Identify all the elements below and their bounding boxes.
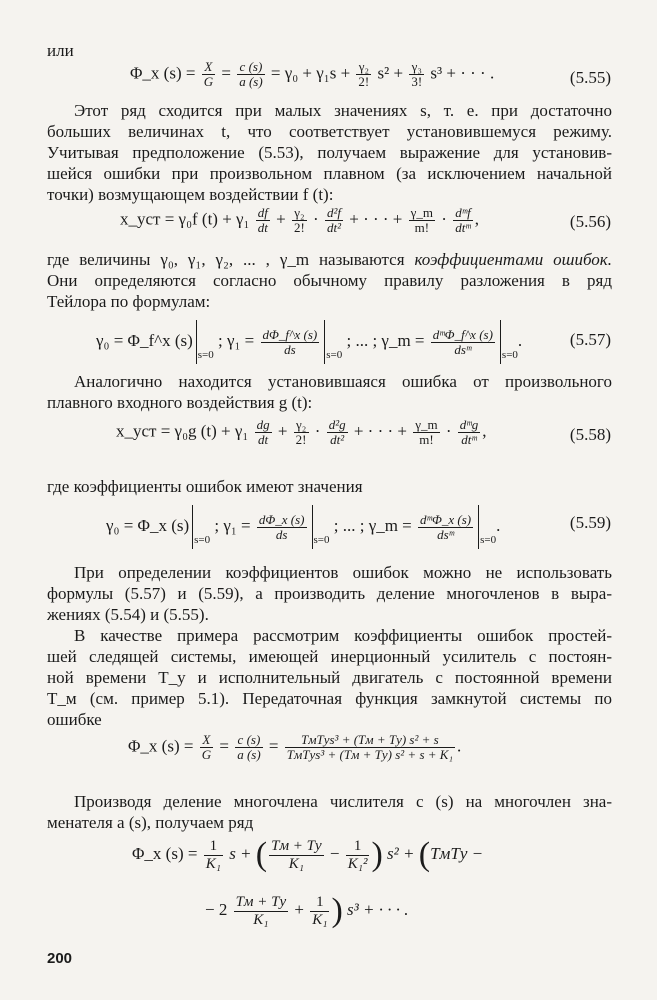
paragraph-line: шей следящей системы, имеющей инерционный усилитель с постоян- [47, 647, 612, 666]
paragraph-line: где величины γ₀, γ₁, γ₂, ... , γ_m называются коэффициентами ошибок. [47, 250, 612, 269]
evaluation-subscript: s=0 [194, 533, 211, 546]
evaluation-subscript: s=0 [326, 348, 343, 361]
page-number: 200 [47, 950, 73, 967]
equation-number: (5.58) [569, 425, 611, 444]
eq-part: γ₀ = Φ_f^x (s) [96, 330, 193, 350]
fraction: $\frac{1}{\text{K₁}}$ [312, 893, 328, 928]
paragraph-line: ной времени T_у и исполнительный двигатель с постоянной времени [47, 668, 612, 687]
paragraph-line: точки) возмущающем воздействии f (t): [47, 185, 334, 204]
equation-series-line-2 [205, 893, 408, 929]
fraction: $\frac{d\Phi\_f\^{}x (s)}{ds}$ [262, 326, 318, 357]
eq-part: ; ... ; γ_m = [333, 515, 412, 535]
emphasis: коэффициентами ошибок. [414, 250, 612, 269]
evaluation-bar [500, 320, 501, 364]
fraction: Tм + Tу K₁ [235, 893, 287, 928]
evaluation-bar [196, 320, 197, 364]
eq-part: ; γ₁ = [218, 330, 255, 350]
fraction: $\frac{1}{\text{K₁}}$ [205, 837, 221, 872]
fraction: $\frac{\gamma\_m}{m!}$ [410, 205, 434, 235]
paragraph-line: Этот ряд сходится при малых значениях s, т. е. при достаточно [74, 101, 612, 120]
evaluation-bar [312, 505, 313, 549]
paragraph-line: шейся ошибки при произвольном плавном (за исключением начальной [47, 164, 612, 183]
fraction: TмTуs³ + (Tм + Tу) s² + s TмTуs³ + (Tм + Tу) s² + s + K₁ [286, 732, 453, 762]
paragraph-line: Производя деление многочлена числителя c (s) на многочлен зна- [74, 792, 612, 811]
fraction: dᵐg dtᵐ [459, 417, 479, 447]
eq-lhs: Φ_x (s) = [128, 736, 194, 756]
parenthesis: ) [331, 892, 343, 930]
parenthesis: ( [418, 836, 431, 874]
evaluation-subscript: s=0 [501, 348, 518, 361]
fraction: $\frac{\text{γ₂}}{2!}$ [358, 59, 370, 89]
eq-lhs: x_уст = γ₀f (t) + γ₁ [120, 209, 250, 229]
equation-number: (5.55) [569, 68, 611, 87]
equation-number: (5.59) [569, 513, 611, 532]
operator: , [474, 209, 479, 229]
paragraph-line: плавного входного воздействия g (t): [47, 393, 313, 412]
paragraph-line: Учитывая предположение (5.53), получаем выражение для установив- [47, 143, 612, 162]
fraction: $\frac{\text{d²f}}{\text{dt²}}$ [326, 205, 341, 235]
paragraph-line: формулы (5.57) и (5.59), а производить деление многочленов в выра- [47, 584, 612, 603]
operator: + [277, 421, 288, 441]
fraction: $\frac{c (s)}{a (s)}$ [237, 732, 261, 762]
fraction: Tм + Tу K₁ [271, 837, 322, 872]
equation-5-59 [106, 505, 500, 549]
fraction: dᵐΦ_f^x (s) dsᵐ [432, 326, 493, 357]
eq-part: s + [229, 844, 252, 863]
fraction: $\frac{\gamma\_m}{m!}$ [415, 417, 438, 447]
equation-series-line-1 [132, 837, 483, 873]
paragraph-line: больших величинах t, что соответствует установившемуся режиму. [47, 122, 612, 141]
evaluation-subscript: s=0 [480, 533, 497, 546]
operator: = [219, 736, 229, 756]
eq-part: s³ + · · · . [347, 900, 409, 919]
eq-part: . [496, 515, 501, 535]
fraction: $\frac{\text{d²g}}{\text{dt²}}$ [328, 417, 346, 447]
equation-5-58 [116, 418, 486, 447]
operator: − [329, 844, 340, 863]
fraction: $\frac{c (s)}{a (s)}$ [239, 59, 263, 89]
intro-word: или [47, 41, 74, 60]
series-part: = γ₀ + γ₁s + [270, 63, 351, 83]
eq-part: ; ... ; γ_m = [346, 330, 425, 350]
paragraph-line: менателя a (s), получаем ряд [47, 813, 254, 832]
operator: + [276, 209, 286, 229]
paragraph-line: ошибке [47, 710, 102, 729]
equation-5-56 [120, 206, 479, 235]
fraction: $\frac{d\Phi\_x (s)}{ds}$ [258, 511, 305, 542]
paragraph-line: Тейлора по формулам: [47, 292, 211, 311]
equation-transfer-function [128, 733, 461, 762]
fraction: $\frac{1}{\text{K₁²}}$ [347, 837, 368, 872]
operator: · [314, 421, 321, 441]
operator: = [268, 736, 279, 756]
evaluation-bar [192, 505, 193, 549]
eq-lhs: Φ_x (s) = [132, 844, 198, 863]
evaluation-subscript: s=0 [197, 348, 214, 361]
operator: + · · · + [349, 209, 403, 229]
fraction: dᵐΦ_x (s) dsᵐ [420, 511, 472, 542]
paragraph-line: В качестве примера рассмотрим коэффициенты ошибок простей- [74, 626, 612, 645]
eq-part: γ₀ = Φ_x (s) [106, 515, 190, 535]
paragraph-line: Они определяются согласно обычному правилу разложения в ряд [47, 271, 612, 290]
operator: · [313, 209, 319, 229]
paragraph-line: Аналогично находится установившаяся ошибка от произвольного [74, 372, 612, 391]
operator: + [294, 900, 304, 919]
eq-part: ; γ₁ = [214, 515, 251, 535]
operator: · [445, 421, 452, 441]
fraction: $\frac{\text{γ₂}}{2!}$ [293, 205, 305, 235]
eq-part: TмTу − [430, 844, 484, 863]
paragraph-line: где коэффициенты ошибок имеют значения [47, 477, 363, 496]
equation-5-57 [96, 320, 522, 364]
fraction: dᵐf dtᵐ [455, 205, 471, 235]
eq-part: . [517, 330, 523, 350]
fraction: $\frac{dg}{dt}$ [256, 417, 270, 447]
fraction: $\frac{df}{dt}$ [257, 205, 268, 235]
operator: , [482, 421, 487, 441]
fraction: $\frac{\text{γ₃}}{3!}$ [411, 59, 423, 89]
paragraph-line: T_м (см. пример 5.1). Передаточная функция замкнутой системы по [47, 689, 612, 708]
fraction: $\frac{\text{γ₂}}{2!}$ [295, 417, 307, 447]
equation-5-55: Φ_x (s) = $\frac{X}{G}$ = $\frac{c (s)}{a (s)}$ = γ₀ + γ₁s + $\frac{\text{γ₂}}{2!}$ s² + $\frac{\text{γ₃}}{3!}$ s³ + · · · . [130, 59, 495, 89]
fraction: $\frac{X}{G}$ [203, 59, 214, 89]
eq-part: s² + [387, 844, 415, 863]
eq-lhs: Φ_x (s) = [130, 63, 196, 83]
series-part: s³ + · · · . [430, 63, 495, 83]
equation-number: (5.56) [569, 212, 611, 231]
parenthesis: ) [371, 836, 383, 874]
eq-lhs: x_уст = γ₀g (t) + γ₁ [116, 421, 249, 441]
equation-number: (5.57) [569, 330, 611, 349]
series-part: s² + [377, 63, 404, 83]
eq-part: − 2 [205, 900, 228, 919]
evaluation-subscript: s=0 [313, 533, 330, 546]
operator: + · · · + [353, 421, 408, 441]
fraction: $\frac{X}{G}$ [201, 732, 212, 762]
parenthesis: ( [255, 836, 268, 874]
paragraph-line: При определении коэффициентов ошибок можно не использовать [74, 563, 612, 582]
operator: . [456, 736, 462, 756]
operator: · [441, 209, 447, 229]
evaluation-bar [478, 505, 479, 549]
paragraph-line: жениях (5.54) и (5.55). [47, 605, 209, 624]
